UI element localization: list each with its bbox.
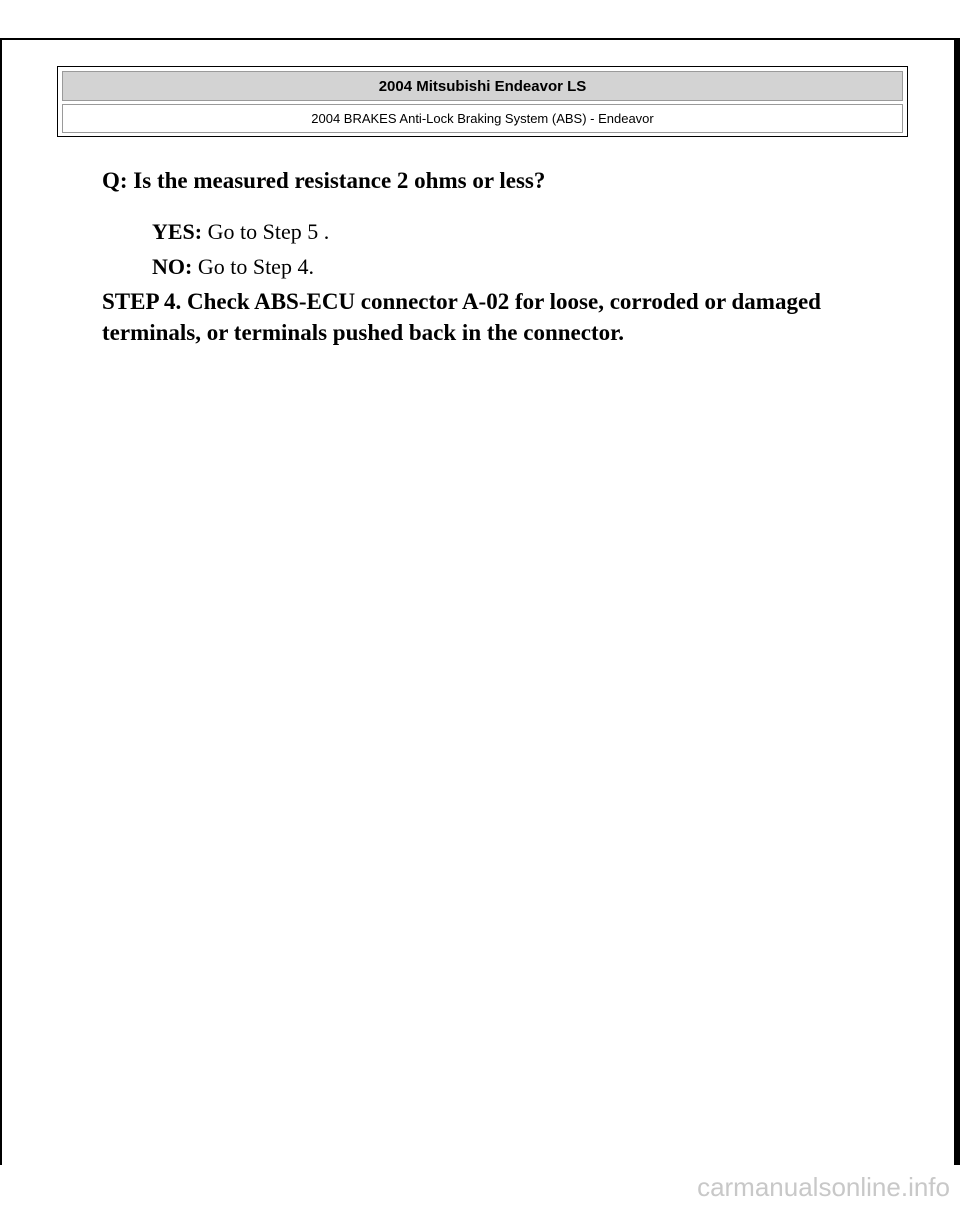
site-watermark: carmanualsonline.info — [697, 1172, 950, 1202]
answer-yes-label: YES: — [152, 219, 203, 244]
answer-no — [152, 254, 314, 280]
section-subtitle: 2004 BRAKES Anti-Lock Braking System (ABS) - Endeavor — [62, 104, 903, 133]
page-right-border — [954, 38, 960, 1165]
answer-yes-text: Go to Step 5 . — [202, 219, 330, 244]
page-frame — [0, 38, 958, 1165]
document-header — [57, 66, 908, 137]
diagnostic-question: Q: Is the measured resistance 2 ohms or less? — [102, 168, 546, 193]
step-4-instruction: STEP 4. Check ABS-ECU connector A-02 for loose, corroded or damaged terminals, or terminals pushed back in the connector. — [102, 289, 821, 345]
answer-no-text: Go to Step 4. — [192, 254, 314, 279]
answer-yes — [152, 219, 329, 245]
answer-no-label: NO: — [152, 254, 193, 279]
vehicle-title: 2004 Mitsubishi Endeavor LS — [62, 71, 903, 101]
